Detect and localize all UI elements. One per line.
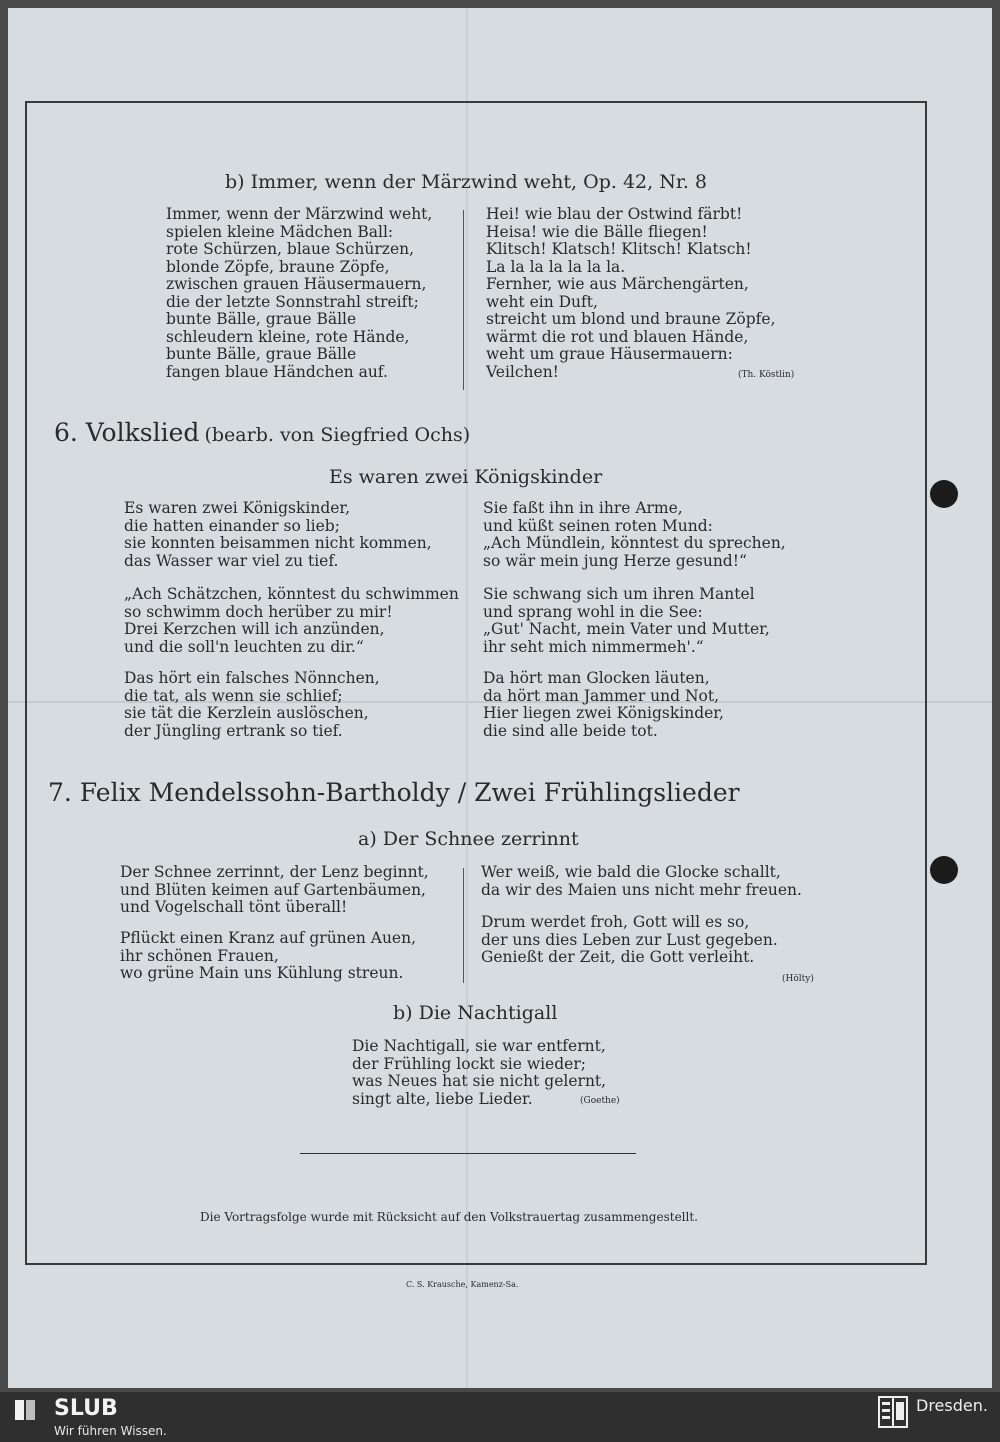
volkslied-heading: 6. Volkslied (bearb. von Siegfried Ochs) xyxy=(54,418,471,447)
nachtigall-title: b) Die Nachtigall xyxy=(393,1002,558,1024)
konigskinder-left-stanza-3: Das hört ein falsches Nönnchen, die tat, als wenn sie schlief; sie tät die Kerzlein auslöschen, der Jüngling ertrank so tief. xyxy=(124,669,380,740)
printer-imprint: C. S. Krausche, Kamenz-Sa. xyxy=(406,1280,519,1289)
marzwind-author: (Th. Köstlin) xyxy=(738,370,795,380)
marzwind-right-stanza: Hei! wie blau der Ostwind färbt! Heisa! wie die Bälle fliegen! Klitsch! Klatsch! Klitsch! Klatsch! La la la la la la la. Fernher, wie aus Märchengärten, weht ein Duft, streicht um blond und braune Zöpfe, wärmt die rot und blauen Hände, weht um graue Häusermauern: Veilchen! xyxy=(486,205,776,381)
column-divider xyxy=(463,210,464,390)
dresden-coat-of-arms-icon xyxy=(878,1396,908,1428)
slub-tagline: Wir führen Wissen. xyxy=(54,1424,167,1438)
column-divider-schnee xyxy=(463,868,464,983)
punch-hole-bottom xyxy=(930,856,958,884)
slub-logo-text[interactable]: SLUB xyxy=(54,1396,118,1421)
punch-hole-top xyxy=(930,480,958,508)
konigskinder-right-stanza-2: Sie schwang sich um ihren Mantel und sprang wohl in die See: „Gut' Nacht, mein Vater und Mutter, ihr seht mich nimmermeh'.“ xyxy=(483,585,770,656)
konigskinder-right-stanza-3: Da hört man Glocken läuten, da hört man Jammer und Not, Hier liegen zwei Königskinder, die sind alle beide tot. xyxy=(483,669,724,740)
document-page xyxy=(8,8,992,1388)
schnee-right-stanza-2: Drum werdet froh, Gott will es so, der uns dies Leben zur Lust gegeben. Genießt der Zeit, die Gott verleiht. xyxy=(481,913,778,966)
mendelssohn-heading: 7. Felix Mendelssohn-Bartholdy / Zwei Frühlingslieder xyxy=(48,778,740,807)
schnee-right-stanza-1: Wer weiß, wie bald die Glocke schallt, da wir des Maien uns nicht mehr freuen. xyxy=(481,863,802,899)
book-icon xyxy=(14,1398,36,1422)
dresden-logo-text[interactable]: Dresden. xyxy=(916,1396,988,1415)
programme-note: Die Vortragsfolge wurde mit Rücksicht auf den Volkstrauertag zusammengestellt. xyxy=(200,1210,698,1224)
konigskinder-left-stanza-2: „Ach Schätzchen, könntest du schwimmen so schwimm doch herüber zu mir! Drei Kerzchen will ich anzünden, und die soll'n leuchten zu dir.“ xyxy=(124,585,459,656)
separator-line xyxy=(300,1153,636,1154)
konigskinder-left-stanza-1: Es waren zwei Königskinder, die hatten einander so lieb; sie konnten beisammen nicht kommen, das Wasser war viel zu tief. xyxy=(124,499,432,570)
schnee-author: (Hölty) xyxy=(782,974,814,984)
schnee-left-stanza-1: Der Schnee zerrinnt, der Lenz beginnt, und Blüten keimen auf Gartenbäumen, und Vogelschall tönt überall! xyxy=(120,863,429,916)
konigskinder-right-stanza-1: Sie faßt ihn in ihre Arme, und küßt seinen roten Mund: „Ach Mündlein, könntest du sprechen, so wär mein jung Herze gesund!“ xyxy=(483,499,786,570)
nachtigall-author: (Goethe) xyxy=(580,1096,620,1106)
nachtigall-stanza: Die Nachtigall, sie war entfernt, der Frühling lockt sie wieder; was Neues hat sie nicht gelernt, singt alte, liebe Lieder. xyxy=(352,1037,607,1108)
song-title-konigskinder: Es waren zwei Königskinder xyxy=(329,466,603,488)
marzwind-heading: b) Immer, wenn der Märzwind weht, Op. 42, Nr. 8 xyxy=(225,171,707,193)
schnee-left-stanza-2: Pflückt einen Kranz auf grünen Auen, ihr schönen Frauen, wo grüne Main uns Kühlung streun. xyxy=(120,929,417,982)
marzwind-left-stanza: Immer, wenn der Märzwind weht, spielen kleine Mädchen Ball: rote Schürzen, blaue Schürzen, blonde Zöpfe, braune Zöpfe, zwischen grauen Häusermauern, die der letzte Sonnstrahl streift; bunte Bälle, graue Bälle schleudern kleine, rote Hände, bunte Bälle, graue Bälle fangen blaue Händchen auf. xyxy=(166,205,433,381)
schnee-title: a) Der Schnee zerrinnt xyxy=(358,828,579,850)
